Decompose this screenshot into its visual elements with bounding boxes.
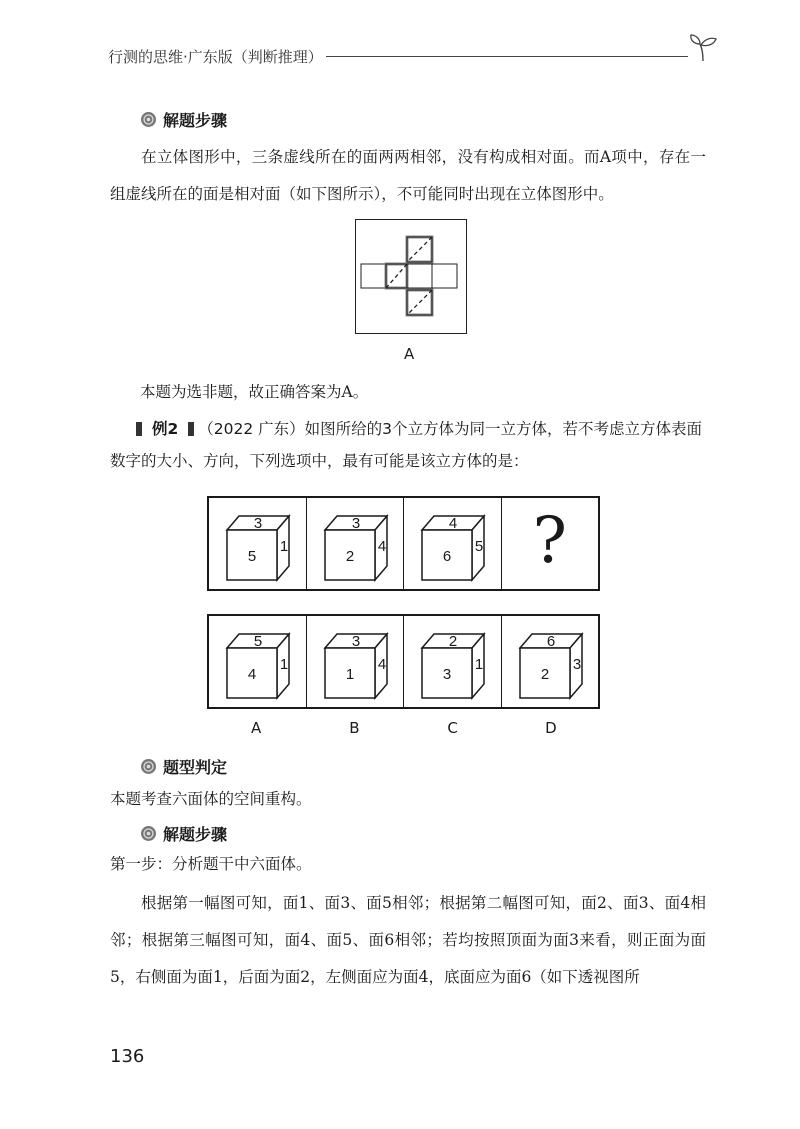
cube-side-number: 5 — [474, 538, 484, 555]
figure-caption: A — [404, 345, 415, 363]
page-number: 136 — [110, 1046, 145, 1067]
cube-top-number: 3 — [253, 515, 263, 532]
cube-top-number: 3 — [351, 515, 360, 532]
cube-side-number: 1 — [279, 538, 289, 555]
cube-drawing — [317, 506, 397, 582]
badge-icon — [140, 825, 157, 842]
paragraph: 在立体图形中，三条虚线所在的面两两相邻，没有构成相对面。而A项中，存在一组虚线所在的面是相对面（如下图所示），不可能同时出现在立体图形中。 — [110, 148, 706, 203]
option-cube-cell[interactable] — [502, 616, 599, 707]
option-labels — [207, 719, 600, 737]
cube-side-number: 1 — [474, 656, 484, 673]
running-header — [108, 44, 708, 74]
cube-top-number: 2 — [448, 633, 458, 650]
question-mark: ? — [532, 504, 567, 578]
cube-top-number: 5 — [253, 633, 263, 650]
cube-drawing — [219, 506, 299, 582]
section-heading-solution-2 — [140, 822, 227, 845]
example-tag: 例2 — [152, 420, 179, 438]
question-cube-cell — [404, 498, 502, 589]
cube-net-drawing — [356, 220, 466, 333]
section-heading-solution — [140, 108, 227, 131]
header-title: 行测的思维·广东版（判断推理） — [108, 48, 323, 66]
cube-side-number: 3 — [572, 656, 581, 673]
cube-drawing — [317, 624, 397, 700]
cube-drawing — [512, 624, 592, 700]
example-text: （2022 广东）如图所给的3个立方体为同一立方体，若不考虑立方体表面数字的大小、方向，下列选项中，最有可能是该立方体的是： — [110, 420, 703, 470]
cube-front-number: 1 — [345, 666, 354, 683]
option-cube-cell[interactable] — [404, 616, 502, 707]
cube-front-number: 2 — [540, 666, 549, 683]
question-row — [207, 496, 600, 591]
option-cube-cell[interactable] — [209, 616, 307, 707]
question-mark-cell — [502, 498, 599, 589]
option-cube-cell[interactable] — [307, 616, 405, 707]
conclusion-text: 本题为选非题，故正确答案为A。 — [140, 383, 369, 401]
cube-front-number: 2 — [345, 548, 354, 565]
cube-drawing — [219, 624, 299, 700]
cube-drawing — [414, 506, 494, 582]
cube-front-number: 6 — [442, 548, 452, 565]
paragraph: 根据第一幅图可知，面1、面3、面5相邻；根据第二幅图可知，面2、面3、面4相邻；根据第三幅图可知，面4、面5、面6相邻；若均按照顶面为面3来看，则正面为面5，右侧面为面1，后面为面2，左侧面应为面4，底面应为面6（如下透视图所 — [110, 894, 706, 986]
section-heading-type — [140, 755, 227, 778]
badge-icon — [140, 758, 157, 775]
step-text: 第一步：分析题干中六面体。 — [110, 855, 312, 873]
question-cube-cell — [209, 498, 307, 589]
bracket-mark-icon — [136, 422, 142, 436]
cube-top-number: 3 — [351, 633, 360, 650]
cube-side-number: 4 — [377, 656, 386, 673]
section-heading-label: 解题步骤 — [163, 825, 228, 844]
bracket-mark-icon — [188, 422, 194, 436]
section-heading-label: 题型判定 — [163, 758, 228, 777]
badge-icon — [140, 111, 157, 128]
option-label[interactable]: D — [545, 719, 557, 737]
cube-top-number: 4 — [448, 515, 458, 532]
options-row — [207, 614, 600, 709]
type-text: 本题考查六面体的空间重构。 — [110, 790, 312, 808]
question-cube-cell — [307, 498, 405, 589]
cube-drawing — [414, 624, 494, 700]
cube-front-number: 5 — [247, 548, 257, 565]
cube-top-number: 6 — [546, 633, 555, 650]
header-rule — [326, 56, 688, 57]
section-heading-label: 解题步骤 — [163, 111, 228, 130]
example-question — [110, 413, 710, 477]
cube-side-number: 4 — [377, 538, 386, 555]
option-label[interactable]: B — [349, 719, 360, 737]
cube-front-number: 3 — [442, 666, 452, 683]
option-label[interactable]: C — [447, 719, 458, 737]
cube-net-figure — [355, 219, 467, 334]
cube-front-number: 4 — [247, 666, 257, 683]
cube-side-number: 1 — [279, 656, 289, 673]
sprout-icon — [686, 32, 720, 62]
option-label[interactable]: A — [250, 719, 262, 737]
